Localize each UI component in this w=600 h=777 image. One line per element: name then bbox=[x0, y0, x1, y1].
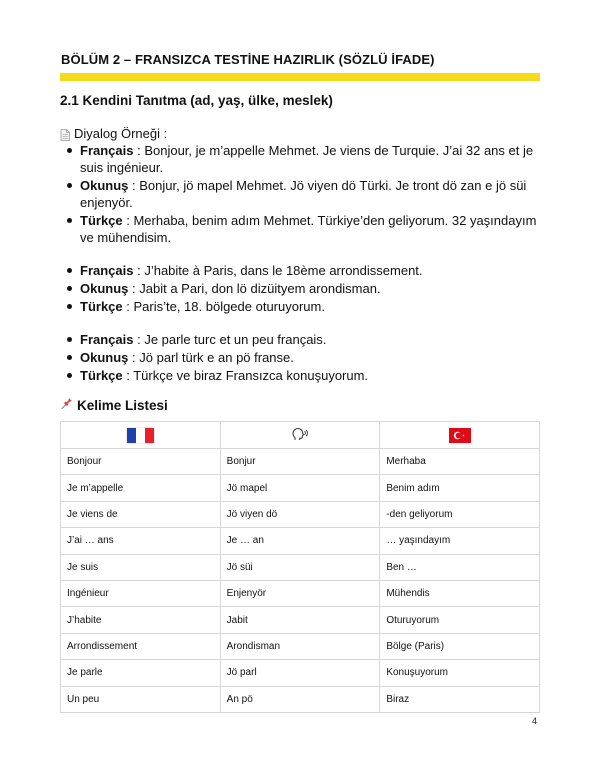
cell-pronunciation: Jö süi bbox=[220, 554, 380, 580]
cell-pronunciation: Bonjur bbox=[220, 449, 380, 475]
cell-turkish: Konuşuyorum bbox=[380, 660, 540, 686]
speaking-head-icon bbox=[291, 430, 309, 441]
table-row bbox=[61, 501, 540, 527]
cell-french: J’ai … ans bbox=[61, 528, 221, 554]
section-title: 2.1 Kendini Tanıtma (ad, yaş, ülke, meslek) bbox=[60, 93, 333, 108]
cell-turkish: Ben … bbox=[380, 554, 540, 580]
cell-pronunciation: Enjenyör bbox=[220, 580, 380, 606]
cell-french: Arrondissement bbox=[61, 633, 221, 659]
cell-french: Bonjour bbox=[61, 449, 221, 475]
cell-turkish: Mühendis bbox=[380, 580, 540, 606]
line-text: : Je parle turc et un peu français. bbox=[133, 332, 327, 347]
line-text: : J’habite à Paris, dans le 18ème arrondissement. bbox=[133, 263, 423, 278]
dialog-line-french bbox=[80, 331, 540, 348]
dialog-label-text: Diyalog Örneği : bbox=[74, 126, 168, 141]
line-text: : Bonjur, jö mapel Mehmet. Jö viyen dö Türki. Je tront dö zan e jö süi enjenyör. bbox=[80, 178, 527, 210]
table-row bbox=[61, 686, 540, 712]
table-row bbox=[61, 449, 540, 475]
dialog-line-pronunciation bbox=[80, 280, 540, 297]
line-term: Okunuş bbox=[80, 281, 129, 296]
dialog-block bbox=[80, 142, 540, 246]
dialog-line-french bbox=[80, 262, 540, 279]
cell-pronunciation: Arondisman bbox=[220, 633, 380, 659]
table-row bbox=[61, 554, 540, 580]
cell-turkish: Oturuyorum bbox=[380, 607, 540, 633]
column-header-turkish bbox=[380, 422, 540, 449]
cell-french: Ingénieur bbox=[61, 580, 221, 606]
table-row bbox=[61, 607, 540, 633]
cell-pronunciation: Jö parl bbox=[220, 660, 380, 686]
cell-turkish: Biraz bbox=[380, 686, 540, 712]
vocab-table bbox=[60, 421, 540, 713]
line-term: Okunuş bbox=[80, 178, 129, 193]
cell-pronunciation: Jabit bbox=[220, 607, 380, 633]
cell-pronunciation: Jö mapel bbox=[220, 475, 380, 501]
line-term: Français bbox=[80, 332, 134, 347]
dialog-line-french bbox=[80, 142, 540, 176]
page-number: 4 bbox=[532, 716, 538, 726]
cell-turkish: -den geliyorum bbox=[380, 501, 540, 527]
cell-french: Je suis bbox=[61, 554, 221, 580]
cell-turkish: Bölge (Paris) bbox=[380, 633, 540, 659]
dialog-line-turkish bbox=[80, 298, 540, 315]
cell-french: Un peu bbox=[61, 686, 221, 712]
line-term: Français bbox=[80, 263, 134, 278]
line-term: Türkçe bbox=[80, 368, 123, 383]
line-text: : Paris’te, 18. bölgede oturuyorum. bbox=[122, 299, 325, 314]
dialog-line-pronunciation bbox=[80, 177, 540, 211]
table-row bbox=[61, 633, 540, 659]
column-header-pronunciation bbox=[220, 422, 380, 449]
vocab-title bbox=[60, 397, 168, 413]
line-text: : Jö parl türk e an pö franse. bbox=[128, 350, 294, 365]
vocab-table-body bbox=[61, 449, 540, 713]
turkey-flag-icon bbox=[449, 428, 471, 443]
dialog-line-pronunciation bbox=[80, 349, 540, 366]
dialog-blocks bbox=[80, 142, 540, 400]
cell-french: Je parle bbox=[61, 660, 221, 686]
line-text: : Bonjour, je m’appelle Mehmet. Je viens de Turquie. J’ai 32 ans et je suis ingénieur. bbox=[80, 143, 534, 175]
dialog-line-turkish bbox=[80, 367, 540, 384]
table-row bbox=[61, 580, 540, 606]
line-term: Okunuş bbox=[80, 350, 129, 365]
line-term: Türkçe bbox=[80, 299, 123, 314]
line-text: : Merhaba, benim adım Mehmet. Türkiye’den geliyorum. 32 yaşındayım ve mühendisim. bbox=[80, 213, 537, 245]
cell-french: J’habite bbox=[61, 607, 221, 633]
cell-turkish: … yaşındayım bbox=[380, 528, 540, 554]
chapter-accent-bar bbox=[60, 73, 540, 81]
table-header-row bbox=[61, 422, 540, 449]
table-row bbox=[61, 475, 540, 501]
table-row bbox=[61, 528, 540, 554]
document-icon bbox=[60, 128, 70, 140]
line-text: : Türkçe ve biraz Fransızca konuşuyorum. bbox=[122, 368, 369, 383]
table-row bbox=[61, 660, 540, 686]
line-text: : Jabit a Pari, don lö dizüityem arondisman. bbox=[128, 281, 381, 296]
pushpin-icon bbox=[60, 397, 73, 413]
cell-french: Je viens de bbox=[61, 501, 221, 527]
chapter-title: BÖLÜM 2 – FRANSIZCA TESTİNE HAZIRLIK (SÖZLÜ İFADE) bbox=[61, 52, 435, 67]
dialog-block bbox=[80, 262, 540, 315]
line-term: Türkçe bbox=[80, 213, 123, 228]
dialog-block bbox=[80, 331, 540, 384]
dialog-line-turkish bbox=[80, 212, 540, 246]
vocab-title-text: Kelime Listesi bbox=[77, 397, 168, 413]
cell-pronunciation: An pö bbox=[220, 686, 380, 712]
dialog-label bbox=[60, 125, 167, 142]
cell-french: Je m’appelle bbox=[61, 475, 221, 501]
cell-turkish: Benim adım bbox=[380, 475, 540, 501]
cell-pronunciation: Je … an bbox=[220, 528, 380, 554]
france-flag-icon bbox=[127, 428, 154, 443]
cell-turkish: Merhaba bbox=[380, 449, 540, 475]
cell-pronunciation: Jö viyen dö bbox=[220, 501, 380, 527]
line-term: Français bbox=[80, 143, 134, 158]
column-header-french bbox=[61, 422, 221, 449]
